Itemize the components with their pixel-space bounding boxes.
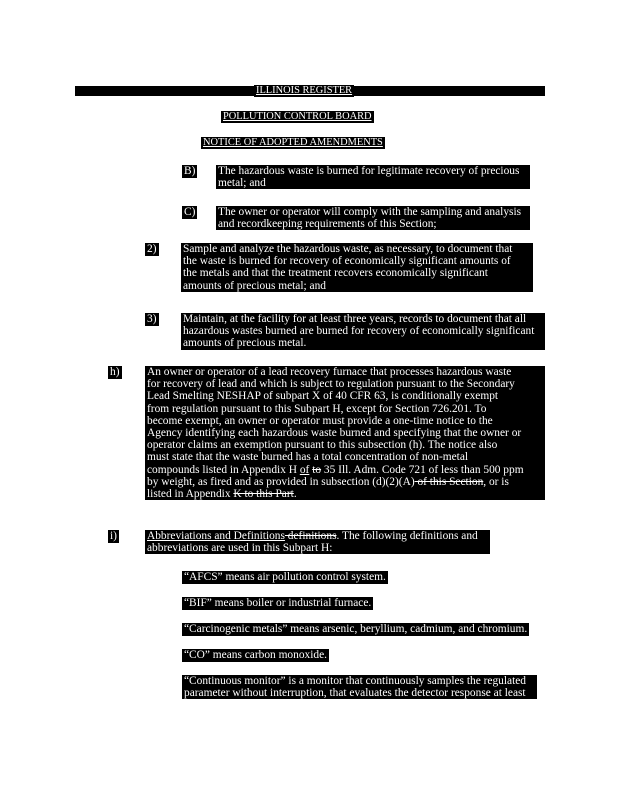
item-3-line-2: hazardous wastes burned are burned for recovery of economically significant <box>183 325 535 338</box>
definition-continuous-line-2: parameter without interruption, that evaluates the detector response at least <box>184 687 526 700</box>
item-h-line-4: from regulation pursuant to this Subpart H, except for Section 726.201. To <box>147 402 487 415</box>
item-i-line-2: abbreviations are used in this Subpart H: <box>147 542 333 555</box>
item-h-line-10-a: by weight, as fired and as provided in subsection (d)(2)(A) <box>147 475 415 488</box>
item-2-line-3: the metals and that the treatment recovers economically significant <box>183 267 488 280</box>
item-b-line-2: metal; and <box>218 177 266 190</box>
item-2-line-1: Sample and analyze the hazardous waste, as necessary, to document that <box>183 243 513 255</box>
item-3-line-3: amounts of precious metal. <box>183 337 307 350</box>
item-3-marker: 3) <box>147 313 157 325</box>
item-h-line-11-deleted: K to this Part <box>233 488 294 501</box>
item-3-line-1: Maintain, at the facility for at least three years, records to document that all <box>183 313 527 325</box>
item-h-line-11-a: listed in Appendix <box>147 488 234 501</box>
item-i-line-1-rest: . The following definitions and <box>336 530 478 542</box>
item-c-line-2: and recordkeeping requirements of this Section; <box>218 218 437 231</box>
item-i-text <box>145 530 490 554</box>
notice-title: NOTICE OF ADOPTED AMENDMENTS <box>203 137 383 148</box>
definition-co: “CO” means carbon monoxide. <box>184 649 327 661</box>
definition-continuous-monitor <box>182 675 537 699</box>
item-c-text <box>216 206 530 230</box>
item-c-line-1: The owner or operator will comply with the sampling and analysis <box>218 206 522 218</box>
definition-bif: “BIF” means boiler or industrial furnace. <box>184 597 372 609</box>
definition-continuous-line-1: “Continuous monitor” is a monitor that continuously samples the regulated <box>184 675 526 687</box>
item-b-marker: B) <box>184 165 196 177</box>
item-2-marker: 2) <box>147 243 157 255</box>
item-h-marker: h) <box>110 366 120 378</box>
item-c-marker: C) <box>184 206 196 218</box>
item-h-line-1: An owner or operator of a lead recovery furnace that processes hazardous waste <box>147 366 512 378</box>
item-h-line-9-a: compounds listed in Appendix H <box>147 463 300 476</box>
item-i-marker: i) <box>110 530 117 542</box>
item-2-text <box>181 243 533 292</box>
item-b-text <box>216 165 530 189</box>
item-h-line-9 <box>147 464 543 476</box>
item-h-line-10-rest: , or is <box>483 475 509 488</box>
item-h-line-11 <box>147 488 543 500</box>
item-3-text <box>181 313 545 350</box>
item-i-line-1 <box>147 530 488 542</box>
item-h-line-10-deleted: of this Section <box>414 475 484 488</box>
item-2-line-4: amounts of precious metal; and <box>183 279 326 292</box>
item-h-line-11-rest: . <box>293 488 297 501</box>
item-i-line-1-deleted: definitions <box>284 530 337 542</box>
board-title: POLLUTION CONTROL BOARD <box>223 111 372 122</box>
item-2-line-2: the waste is burned for recovery of economically significant amounts of <box>183 255 511 268</box>
item-i-line-1-added: Abbreviations and Definitions <box>147 530 285 542</box>
item-h-line-9-added: of <box>299 463 310 476</box>
definition-carcinogenic-metals: “Carcinogenic metals” means arsenic, beryllium, cadmium, and chromium. <box>184 623 528 635</box>
register-title: ILLINOIS REGISTER <box>256 85 353 96</box>
item-h-line-3: Lead Smelting NESHAP of subpart X of 40 CFR 63, is conditionally exempt <box>147 390 499 403</box>
item-b-line-1: The hazardous waste is burned for legitimate recovery of precious <box>218 165 520 177</box>
item-h-line-5: become exempt, an owner or operator must provide a one-time notice to the <box>147 414 493 427</box>
item-h-line-9-deleted: to <box>312 463 322 476</box>
item-h-line-6: Agency identifying each hazardous waste burned and specifying that the owner or <box>147 427 522 440</box>
definition-afcs: “AFCS” means air pollution control system. <box>184 571 386 583</box>
item-h-line-2: for recovery of lead and which is subject to regulation pursuant to the Secondary <box>147 378 515 391</box>
item-h-line-8: must state that the waste burned has a total concentration of non-metal <box>147 451 469 464</box>
item-h-line-9-rest: 35 Ill. Adm. Code 721 of less than 500 ppm <box>321 463 524 476</box>
item-h-text <box>145 366 545 500</box>
item-h-line-7: operator claims an exemption pursuant to this subsection (h). The notice also <box>147 439 498 452</box>
item-h-line-10 <box>147 476 543 488</box>
